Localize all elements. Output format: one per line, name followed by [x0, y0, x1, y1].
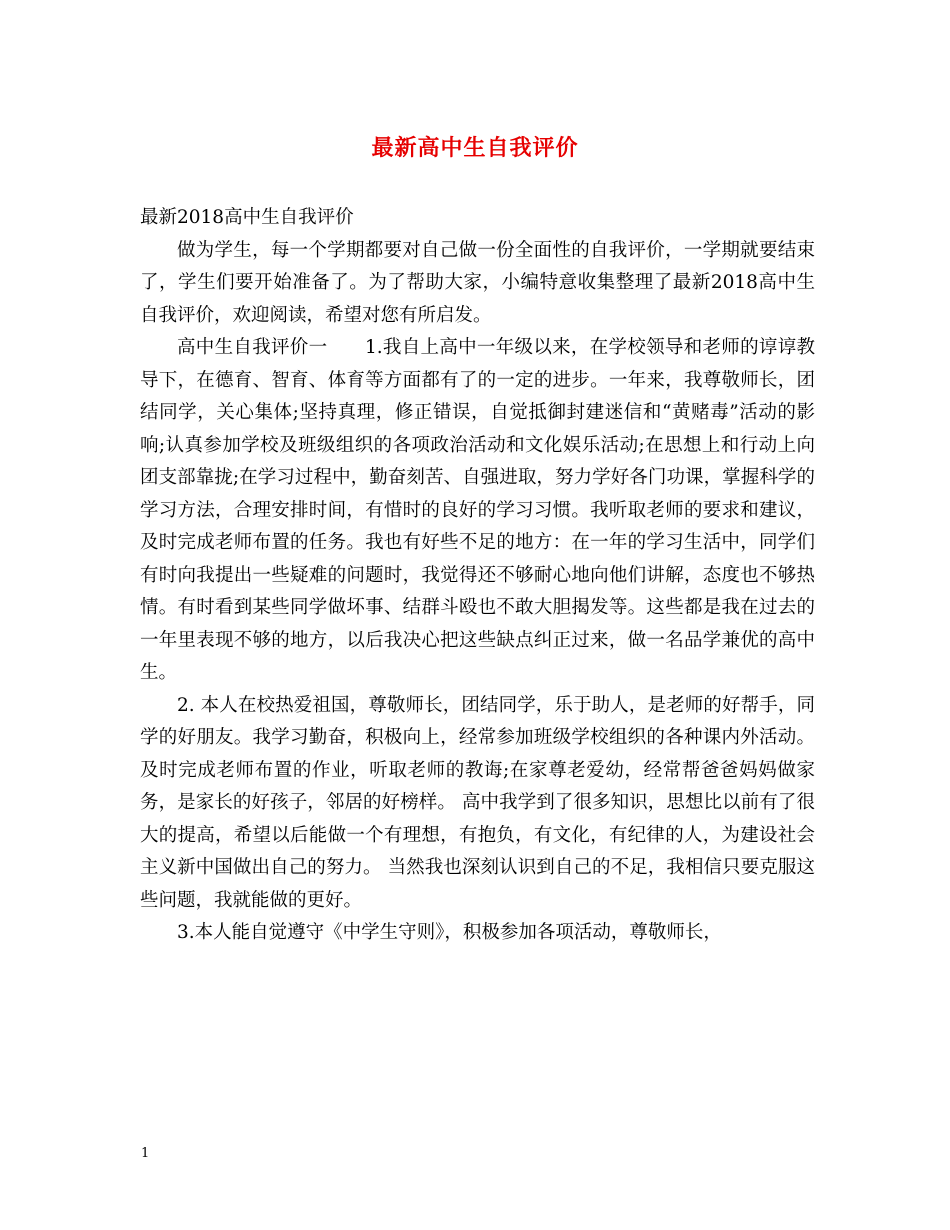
page-number: 1 — [141, 1146, 150, 1161]
paragraph-evaluation-three: 3.本人能自觉遵守《中学生守则》，积极参加各项活动，尊敬师长， — [177, 922, 722, 943]
document-title: 最新高中生自我评价 — [371, 135, 579, 161]
document-subtitle: 最新2018高中生自我评价 — [140, 207, 354, 228]
paragraph-evaluation-one: 高中生自我评价一 1.我自上高中一年级以来，在学校领导和老师的谆谆教导下，在德育、智育、体育等方面都有了的一定的进步。一年来，我尊敬师长，团结同学，关心集体;坚持真理，修正错误，自觉抵御封建迷信和“黄赌毒”活动的影响;认真参加学校及班级组织的各项政治活动和文化娱乐活动;在思想上和行动上向团支部靠拢;在学习过程中，勤奋刻苦、自强进取，努力学好各门功课，掌握科学的学习方法，合理安排时间，有惜时的良好的学习习惯。我听取老师的要求和建议，及时完成老师布置的任务。我也有好些不足的地方：在一年的学习生活中，同学们有时向我提出一些疑难的问题时，我觉得还不够耐心地向他们讲解，态度也不够热情。有时看到某些同学做坏事、结群斗殴也不敢大胆揭发等。这些都是我在过去的一年里表现不够的地方，以后我决心把这些缺点纠正过来，做一名品学兼优的高中生。 — [140, 337, 815, 683]
paragraph-intro: 做为学生，每一个学期都要对自己做一份全面性的自我评价，一学期就要结束了，学生们要开始准备了。为了帮助大家，小编特意收集整理了最新2018高中生自我评价，欢迎阅读，希望对您有所启发。 — [140, 239, 815, 326]
paragraph-evaluation-two: 2. 本人在校热爱祖国，尊敬师长，团结同学，乐于助人，是老师的好帮手，同学的好朋友。我学习勤奋，积极向上，经常参加班级学校组织的各种课内外活动。 及时完成老师布置的作业，听取老师的教诲;在家尊老爱幼，经常帮爸爸妈妈做家务，是家长的好孩子，邻居的好榜样。 高中我学到了很多知识，思想比以前有了很大的提高，希望以后能做一个有理想，有抱负，有文化，有纪律的人，为建设社会主义新中国做出自己的努力。 当然我也深刻认识到自己的不足，我相信只要克服这些问题，我就能做的更好。 — [140, 694, 815, 911]
document-body — [140, 202, 815, 950]
